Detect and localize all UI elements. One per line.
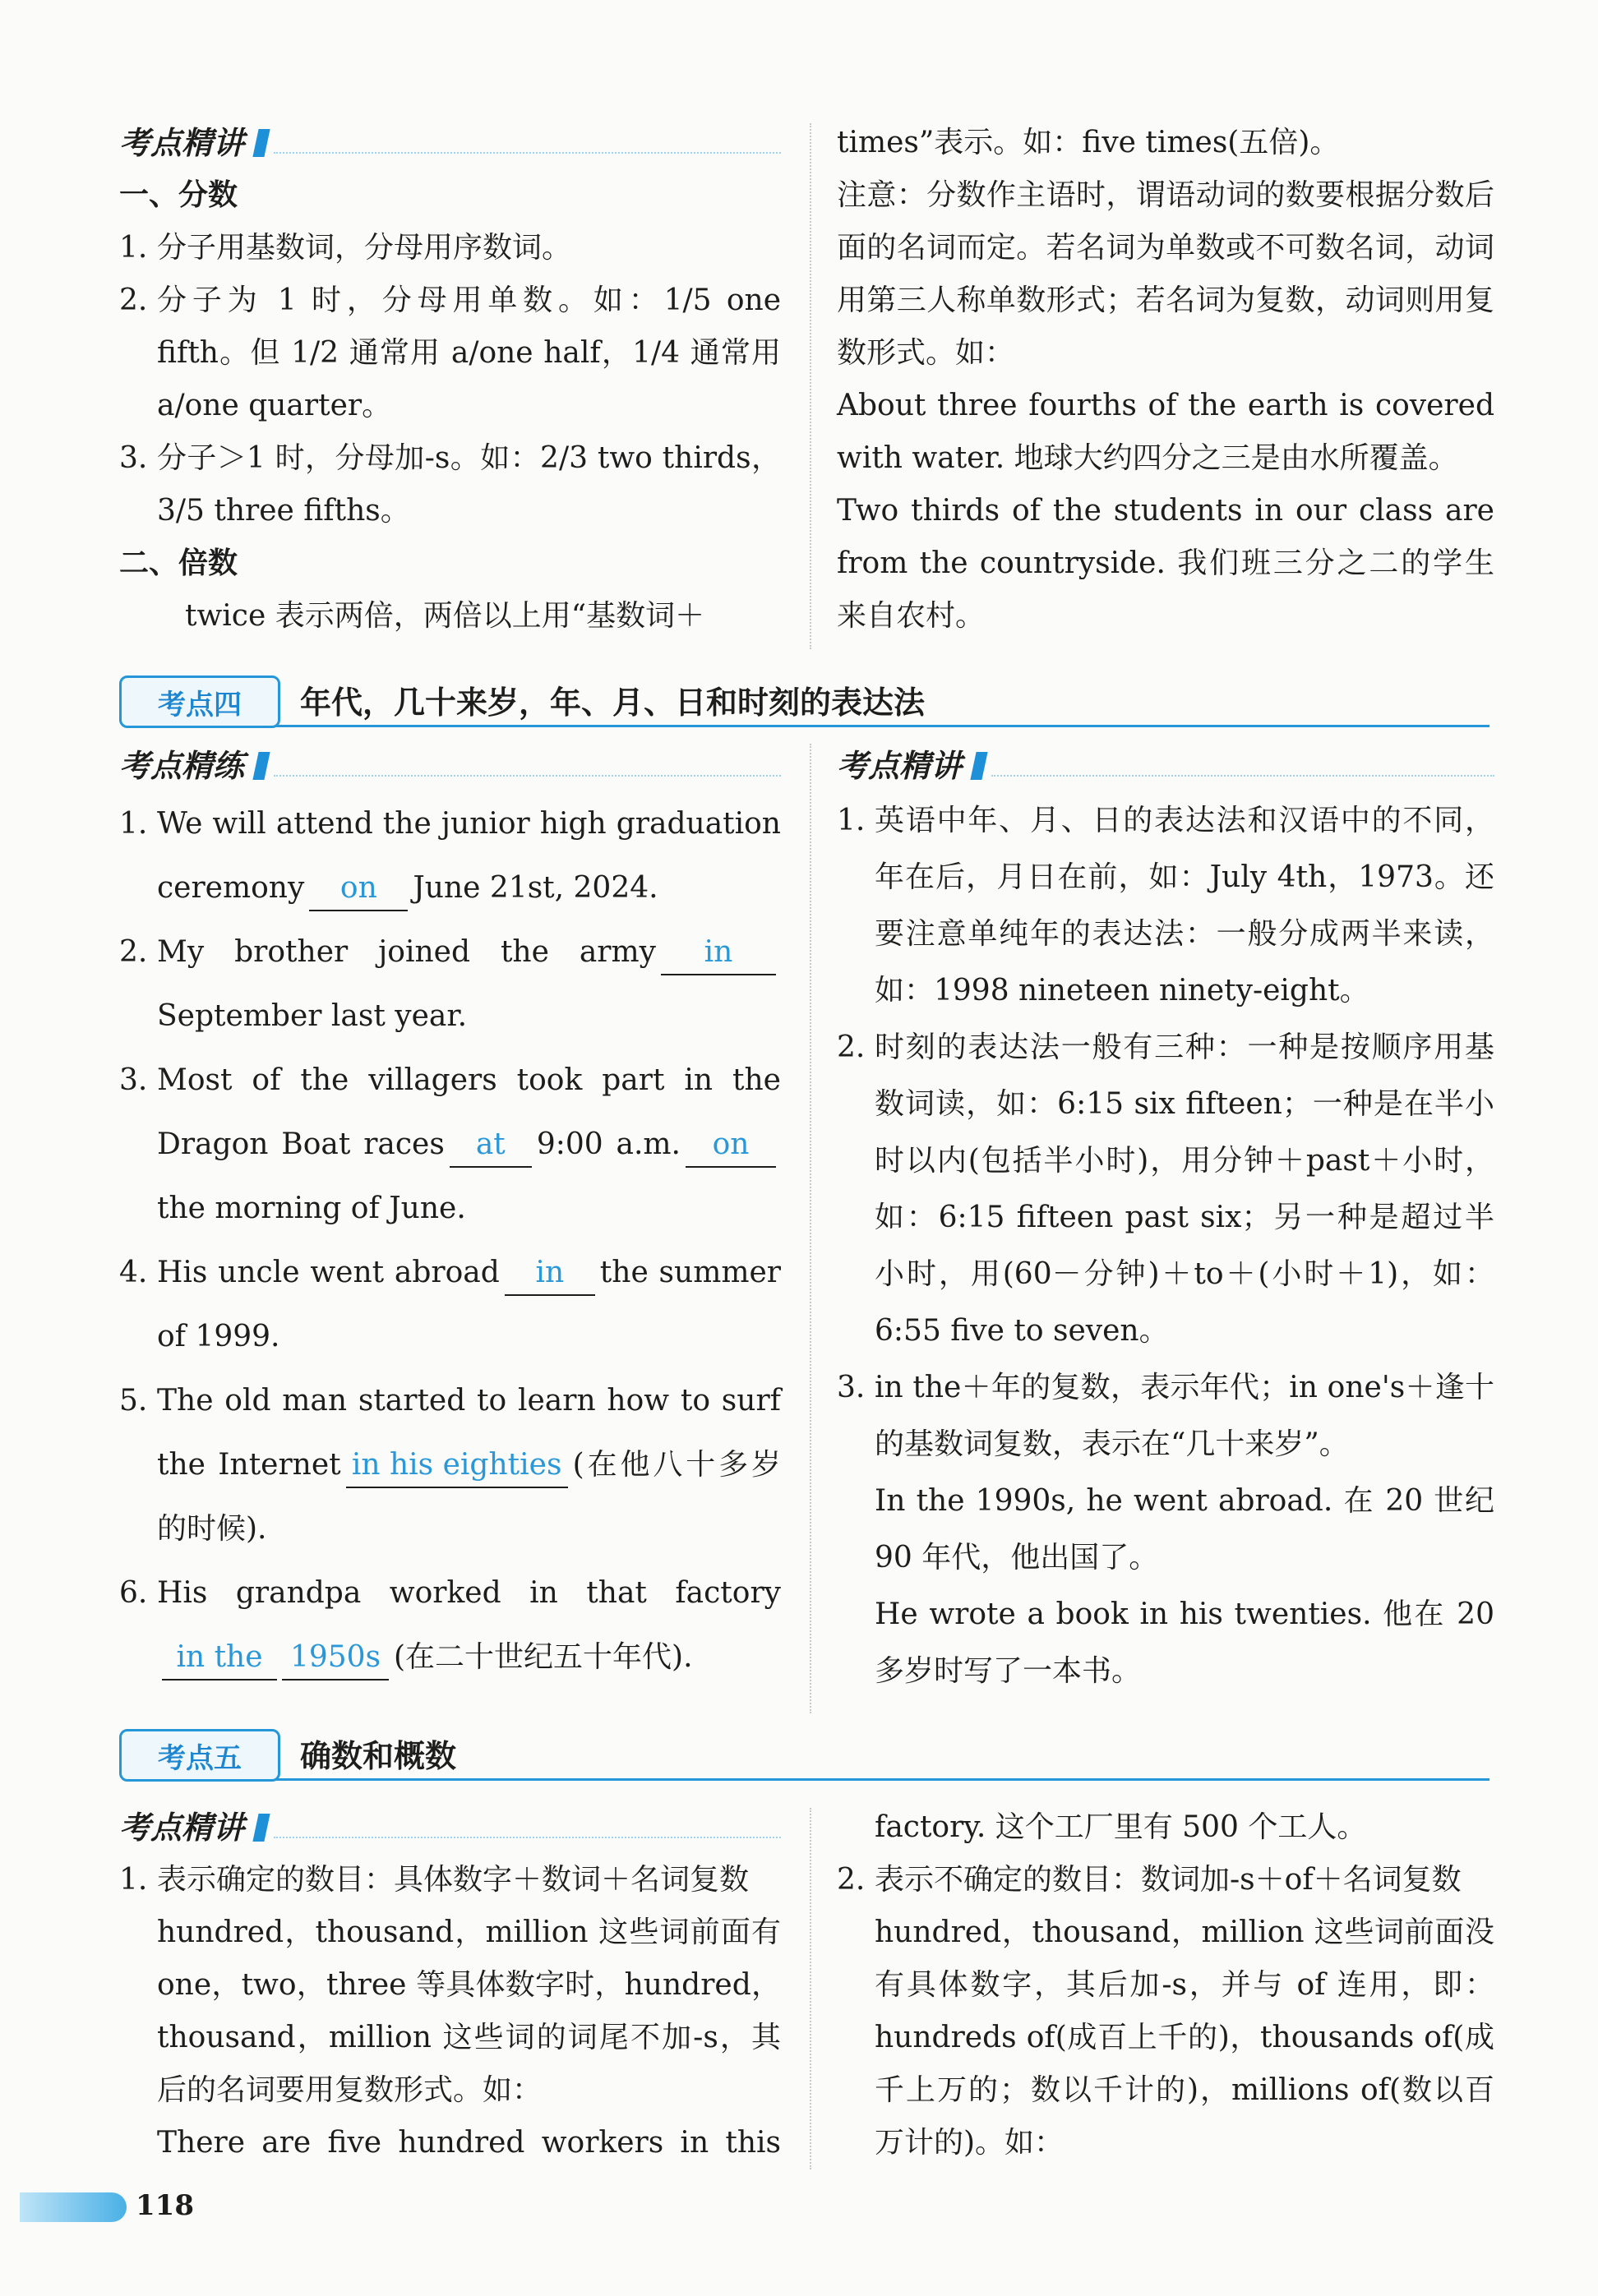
exercise-item: 2. My brother joined the army inSeptember last year. <box>119 920 781 1049</box>
section-badge: 考点五 <box>119 1729 280 1782</box>
exercise-item: 6. His grandpa worked in that factoryin the 1950s (在二十世纪五十年代). <box>119 1561 781 1690</box>
top-left-column <box>119 117 781 643</box>
answer-blank: in the <box>162 1636 277 1681</box>
list-item: 2. 时刻的表达法一般有三种：一种是按顺序用基数词读，如：6:15 six fifteen；一种是在半小时以内(包括半小时)，用分钟＋past＋小时，如：6:15 fifteen past six；另一种是超过半小时，用(60－分钟)＋to＋(小时＋1)，如：6:55 five to seven。 <box>837 1030 1494 1348</box>
tag-dotted-rule <box>274 152 781 154</box>
list-item: 1. 表示确定的数目：具体数字＋数词＋名词复数 <box>119 1863 750 1897</box>
column-divider <box>810 744 811 1713</box>
page-number-bar <box>20 2192 127 2222</box>
example-sentence: There are five hundred workers in this <box>157 2126 781 2160</box>
tag-label: 考点精讲 <box>837 747 963 784</box>
exercise-item: 4. His uncle went abroad in the summer of 1999. <box>119 1241 781 1369</box>
section-header-5 <box>119 1724 1489 1787</box>
example-sentence: factory. 这个工厂里有 500 个工人。 <box>875 1810 1367 1844</box>
tag-label: 考点精讲 <box>119 125 245 161</box>
answer-blank: in <box>661 931 776 975</box>
section-title: 确数和概数 <box>300 1737 457 1774</box>
example-sentence: In the 1990s, he went abroad. 在 20 世纪 90 年代，他出国了。 <box>875 1484 1494 1574</box>
tag-bar-icon <box>252 752 270 780</box>
section-rule <box>275 725 1489 727</box>
tag-dotted-rule <box>274 775 781 777</box>
subheading-multiple: 二、倍数 <box>119 546 238 580</box>
section-title: 年代，几十来岁，年、月、日和时刻的表达法 <box>300 684 926 721</box>
sec5-right-column <box>837 1801 1494 2169</box>
note-paragraph: 注意：分数作主语时，谓语动词的数要根据分数后面的名词而定。若名词为单数或不可数名词，动词用第三人称单数形式；若名词为复数，动词则用复数形式。如： <box>837 178 1494 370</box>
paragraph: hundred，thousand，million 这些词前面有 one，two，three 等具体数字时，hundred，thousand，million 这些词的词尾不加-s，其后的名词要用复数形式。如： <box>157 1916 781 2107</box>
list-item: 2. 分子为 1 时，分母用单数。如：1/5 one fifth。但 1/2 通常用 a/one half，1/4 通常用 a/one quarter。 <box>119 284 781 422</box>
answer-blank: 1950s <box>282 1636 389 1681</box>
list-item: 1. 英语中年、月、日的表达法和汉语中的不同，年在后，月日在前，如：July 4th，1973。还要注意单纯年的表达法：一般分成两半来读，如：1998 nineteen ninety-eight。 <box>837 804 1494 1007</box>
practice-column <box>119 740 781 1690</box>
section-rule <box>275 1778 1489 1781</box>
tag-bar-icon <box>970 752 987 780</box>
answer-blank: on <box>686 1123 776 1168</box>
tag-dotted-rule <box>991 775 1494 777</box>
answer-blank: at <box>450 1123 532 1168</box>
section-tag <box>119 1801 781 1854</box>
column-divider <box>810 1808 811 2169</box>
exercise-item: 3. Most of the villagers took part in the Dragon Boat races at 9:00 a.m. onthe morning of June. <box>119 1063 781 1225</box>
example-sentence: He wrote a book in his twenties. 他在 20 多岁时写了一本书。 <box>875 1598 1494 1688</box>
list-item: 3. in the＋年的复数，表示年代；in one's＋逢十的基数词复数，表示在“几十来岁”。 <box>837 1371 1494 1461</box>
answer-blank: on <box>309 867 408 911</box>
paragraph: times”表示。如：five times(五倍)。 <box>837 126 1340 159</box>
column-divider <box>810 123 811 649</box>
exercise-item: 5. The old man started to learn how to surf the Internet in his eighties (在他八十多岁的时候). <box>119 1384 782 1546</box>
answer-blank: in <box>505 1252 595 1296</box>
tag-dotted-rule <box>274 1837 781 1838</box>
section-tag <box>119 117 781 169</box>
answer-blank: in his eighties <box>346 1444 568 1488</box>
list-item: 1. 分子用基数词，分母用序数词。 <box>119 231 572 265</box>
example-sentence: Two thirds of the students in our class are from the countryside. 我们班三分之二的学生来自农村。 <box>837 494 1494 633</box>
section-tag <box>119 740 781 792</box>
section-header-4 <box>119 671 1489 733</box>
section-badge: 考点四 <box>119 675 280 728</box>
exercise-item: 1. We will attend the junior high graduation ceremony on June 21st, 2024. <box>119 792 781 920</box>
paragraph: hundred，thousand，million 这些词前面没有具体数字，其后加-s，并与 of 连用，即：hundreds of(成百上千的)，thousands of(成千上万的；数以千计的)，millions of(数以百万计的)。如： <box>875 1916 1494 2160</box>
sec5-left-column <box>119 1801 781 2169</box>
tag-bar-icon <box>252 129 270 157</box>
tag-label: 考点精讲 <box>119 1810 245 1846</box>
top-right-column <box>837 117 1494 643</box>
page-number: 118 <box>136 2189 194 2222</box>
section-tag <box>837 740 1494 792</box>
example-sentence: About three fourths of the earth is covered with water. 地球大约四分之三是由水所覆盖。 <box>837 389 1494 475</box>
list-item: 3. 分子＞1 时，分母加-s。如：2/3 two thirds，3/5 three fifths。 <box>119 441 781 528</box>
list-item: 2. 表示不确定的数目：数词加-s＋of＋名词复数 <box>837 1863 1462 1897</box>
explanation-column <box>837 740 1494 1699</box>
tag-bar-icon <box>252 1814 270 1842</box>
paragraph: twice 表示两倍，两倍以上用“基数词＋ <box>185 599 705 633</box>
subheading-fraction: 一、分数 <box>119 178 238 212</box>
tag-label: 考点精练 <box>119 748 245 784</box>
